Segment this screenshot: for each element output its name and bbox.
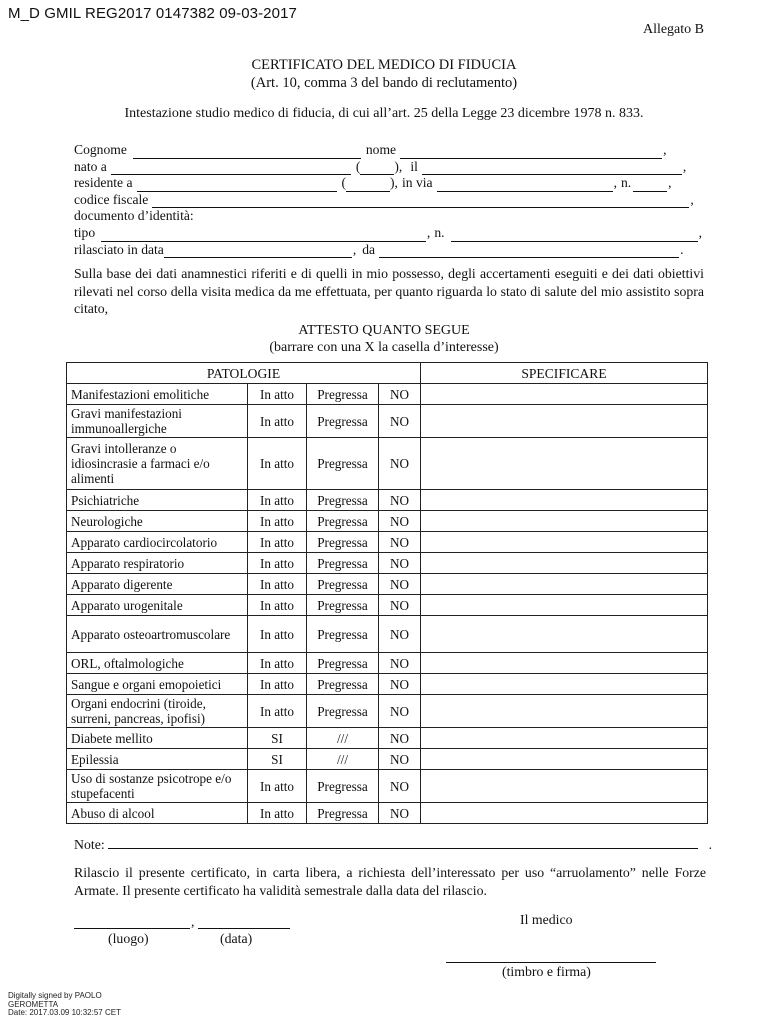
table-row — [67, 595, 708, 616]
in-atto-cell[interactable]: In atto — [248, 438, 307, 490]
in-atto-cell[interactable]: SI — [248, 728, 307, 749]
pregressa-cell[interactable]: Pregressa — [307, 405, 379, 438]
patologia-name: Apparato digerente — [67, 574, 248, 595]
patologia-name: Manifestazioni emolitiche — [67, 384, 248, 405]
nato-label: nato a — [74, 158, 107, 174]
da-label: da — [362, 241, 376, 257]
patologia-name: Apparato urogenitale — [67, 595, 248, 616]
luogo-comma: , — [191, 914, 195, 929]
luogo-label: (luogo) — [108, 931, 149, 946]
patologia-name: Apparato cardiocircolatorio — [67, 532, 248, 553]
pregressa-cell[interactable]: /// — [307, 749, 379, 770]
pregressa-cell[interactable]: Pregressa — [307, 653, 379, 674]
specificare-header: SPECIFICARE — [421, 363, 708, 384]
pregressa-cell[interactable]: Pregressa — [307, 553, 379, 574]
rilasciato-field[interactable] — [164, 245, 352, 258]
patologia-name: Organi endocrini (tiroide, surreni, pancreas, ipofisi) — [67, 695, 248, 728]
form-row-rilasciato: rilasciato in data , da . — [74, 241, 684, 257]
note-field[interactable] — [108, 836, 698, 849]
table-row — [67, 695, 708, 728]
specificare-cell[interactable] — [421, 728, 708, 749]
specificare-cell[interactable] — [421, 511, 708, 532]
codice-fiscale-field[interactable] — [152, 195, 689, 208]
patologie-body — [67, 384, 708, 824]
signed-by-line: Digitally signed by PAOLO — [8, 991, 102, 1000]
in-atto-cell[interactable]: In atto — [248, 695, 307, 728]
form-row-cognome: Cognome nome , — [74, 142, 667, 157]
table-row — [67, 653, 708, 674]
rilasciato-label: rilasciato in data — [74, 241, 164, 257]
pregressa-cell[interactable]: /// — [307, 728, 379, 749]
form-row-documento — [74, 208, 702, 225]
specificare-cell[interactable] — [421, 595, 708, 616]
tipo-label: tipo — [74, 224, 96, 240]
no-cell[interactable]: NO — [379, 770, 421, 803]
pregressa-cell[interactable]: Pregressa — [307, 532, 379, 553]
specificare-cell[interactable] — [421, 674, 708, 695]
specificare-cell[interactable] — [421, 616, 708, 653]
in-atto-cell[interactable]: In atto — [248, 490, 307, 511]
signature-date: Date: 2017.03.09 10:32:57 CET — [8, 1008, 121, 1018]
pregressa-cell[interactable]: Pregressa — [307, 803, 379, 824]
numero-field[interactable] — [633, 179, 667, 192]
luogo-field[interactable] — [74, 916, 190, 929]
residente-label: residente a — [74, 175, 133, 191]
cognome-field[interactable] — [133, 146, 361, 159]
no-cell[interactable]: NO — [379, 728, 421, 749]
no-cell[interactable]: NO — [379, 616, 421, 653]
patologie-table — [66, 362, 708, 824]
patologia-name: Psichiatriche — [67, 490, 248, 511]
specificare-cell[interactable] — [421, 574, 708, 595]
no-cell[interactable]: NO — [379, 595, 421, 616]
specificare-cell[interactable] — [421, 749, 708, 770]
table-row — [67, 405, 708, 438]
table-row — [67, 770, 708, 803]
specificare-cell[interactable] — [421, 405, 708, 438]
data-field[interactable] — [198, 916, 290, 929]
table-row — [67, 803, 708, 824]
cognome-label: Cognome — [74, 142, 127, 157]
no-cell[interactable]: NO — [379, 490, 421, 511]
attesto-heading: ATTESTO QUANTO SEGUE — [298, 323, 470, 338]
attesto-instruction: (barrare con una X la casella d’interesse) — [269, 340, 499, 355]
pregressa-cell[interactable]: Pregressa — [307, 384, 379, 405]
specificare-cell[interactable] — [421, 384, 708, 405]
table-row — [67, 553, 708, 574]
form-row-nato: nato a ( ), il , — [74, 158, 687, 174]
note-label: Note: — [74, 837, 105, 852]
signer-name: GEROMETTA — [8, 999, 59, 1009]
note-row — [74, 836, 712, 853]
nato-field[interactable] — [111, 162, 351, 175]
table-row — [67, 490, 708, 511]
anamnesi-paragraph: Sulla base dei dati anamnestici riferiti e di quelli in mio possesso, degli accertamenti eseguiti e dei dati obiettivi rilevati nel corso della visita medica da me effettuata, per quanto riguarda lo stato di salute del mio assistito sopra citato, — [74, 266, 704, 316]
specificare-cell[interactable] — [421, 490, 708, 511]
in-atto-cell[interactable]: In atto — [248, 574, 307, 595]
form-row-residente: residente a ( ), in via , n. , — [74, 175, 672, 191]
patologia-name: Gravi manifestazioni immunoallergiche — [67, 405, 248, 438]
in-atto-cell[interactable]: In atto — [248, 803, 307, 824]
table-row — [67, 384, 708, 405]
table-row — [67, 532, 708, 553]
form-row-codice-fiscale: codice fiscale , — [74, 191, 694, 207]
in-atto-cell[interactable]: In atto — [248, 384, 307, 405]
patologia-name: Neurologiche — [67, 511, 248, 532]
no-cell[interactable]: NO — [379, 405, 421, 438]
patologia-name: Uso di sostanze psicotrope e/o stupefacenti — [67, 770, 248, 803]
birthdate-field[interactable] — [422, 162, 682, 175]
pregressa-cell[interactable]: Pregressa — [307, 574, 379, 595]
no-cell[interactable]: NO — [379, 532, 421, 553]
patologia-name: ORL, oftalmologiche — [67, 653, 248, 674]
table-row — [67, 674, 708, 695]
timbro-firma-label: (timbro e firma) — [502, 964, 591, 979]
da-field[interactable] — [379, 245, 679, 258]
digital-signature-stamp — [8, 992, 121, 1018]
pregressa-cell[interactable]: Pregressa — [307, 490, 379, 511]
documento-label: documento d’identità: — [74, 208, 194, 224]
table-header-row — [67, 363, 708, 384]
nome-field[interactable] — [400, 146, 662, 159]
pregressa-cell[interactable]: Pregressa — [307, 511, 379, 532]
table-row — [67, 749, 708, 770]
signature-field[interactable] — [446, 950, 656, 963]
table-row — [67, 511, 708, 532]
specificare-cell[interactable] — [421, 553, 708, 574]
no-cell[interactable]: NO — [379, 438, 421, 490]
doc-numero-label: n. — [434, 224, 445, 240]
il-label: il — [410, 158, 418, 174]
no-cell[interactable]: NO — [379, 695, 421, 728]
patologie-header: PATOLOGIE — [67, 363, 421, 384]
patologia-name: Gravi intolleranze o idiosincrasie a farmaci e/o alimenti — [67, 438, 248, 490]
no-cell[interactable]: NO — [379, 574, 421, 595]
in-atto-cell[interactable]: In atto — [248, 532, 307, 553]
rilascio-paragraph: Rilascio il presente certificato, in carta libera, a richiesta dell’interessato per uso “arruolamento” nelle Forze Armate. Il presente certificato ha validità semestrale dalla data del rilascio. — [74, 865, 706, 898]
data-label: (data) — [220, 931, 253, 946]
pregressa-cell[interactable]: Pregressa — [307, 595, 379, 616]
specificare-cell[interactable] — [421, 653, 708, 674]
intestazione-line: Intestazione studio medico di fiducia, di cui all’art. 25 della Legge 23 dicembre 1978 n. 833. — [124, 106, 644, 121]
in-atto-cell[interactable]: In atto — [248, 595, 307, 616]
patologia-name: Apparato respiratorio — [67, 553, 248, 574]
no-cell[interactable]: NO — [379, 674, 421, 695]
certificate-title: CERTIFICATO DEL MEDICO DI FIDUCIA — [251, 57, 517, 73]
medico-label: Il medico — [520, 912, 573, 927]
no-cell[interactable]: NO — [379, 384, 421, 405]
in-atto-cell[interactable]: SI — [248, 749, 307, 770]
certificate-subtitle: (Art. 10, comma 3 del bando di reclutamento) — [250, 75, 518, 91]
pregressa-cell[interactable]: Pregressa — [307, 674, 379, 695]
pregressa-cell[interactable]: Pregressa — [307, 616, 379, 653]
table-row — [67, 574, 708, 595]
attesto-title — [0, 322, 768, 356]
patologia-name: Abuso di alcool — [67, 803, 248, 824]
in-atto-cell[interactable]: In atto — [248, 553, 307, 574]
codice-fiscale-label: codice fiscale — [74, 191, 149, 207]
patologia-name: Epilessia — [67, 749, 248, 770]
specificare-cell[interactable] — [421, 438, 708, 490]
specificare-cell[interactable] — [421, 770, 708, 803]
no-cell[interactable]: NO — [379, 553, 421, 574]
in-via-label: in via — [401, 175, 433, 191]
residente-prov-field[interactable] — [346, 179, 390, 192]
in-atto-cell[interactable]: In atto — [248, 653, 307, 674]
patient-form — [74, 142, 702, 258]
table-row — [67, 616, 708, 653]
pregressa-cell[interactable]: Pregressa — [307, 770, 379, 803]
no-cell[interactable]: NO — [379, 511, 421, 532]
in-atto-cell[interactable]: In atto — [248, 616, 307, 653]
specificare-cell[interactable] — [421, 532, 708, 553]
in-atto-cell[interactable]: In atto — [248, 674, 307, 695]
specificare-cell[interactable] — [421, 695, 708, 728]
residente-field[interactable] — [137, 179, 337, 192]
no-cell[interactable]: NO — [379, 749, 421, 770]
protocol-id: M_D GMIL REG2017 0147382 09-03-2017 — [8, 5, 297, 22]
no-cell[interactable]: NO — [379, 803, 421, 824]
patologia-name: Diabete mellito — [67, 728, 248, 749]
patologia-name: Apparato osteoartromuscolare — [67, 616, 248, 653]
nome-label: nome — [365, 142, 397, 157]
form-row-tipo: tipo , n. , — [74, 224, 702, 240]
allegato-label: Allegato B — [642, 22, 704, 37]
in-atto-cell[interactable]: In atto — [248, 511, 307, 532]
in-atto-cell[interactable]: In atto — [248, 405, 307, 438]
tipo-field[interactable] — [101, 229, 426, 242]
patologia-name: Sangue e organi emopoietici — [67, 674, 248, 695]
numero-label: n. — [620, 175, 632, 191]
via-field[interactable] — [437, 179, 613, 192]
no-cell[interactable]: NO — [379, 653, 421, 674]
in-atto-cell[interactable]: In atto — [248, 770, 307, 803]
pregressa-cell[interactable]: Pregressa — [307, 695, 379, 728]
table-row — [67, 728, 708, 749]
nato-prov-field[interactable] — [360, 162, 394, 175]
pregressa-cell[interactable]: Pregressa — [307, 438, 379, 490]
table-row — [67, 438, 708, 490]
doc-numero-field[interactable] — [451, 229, 698, 242]
specificare-cell[interactable] — [421, 803, 708, 824]
note-end: . — [708, 837, 713, 852]
